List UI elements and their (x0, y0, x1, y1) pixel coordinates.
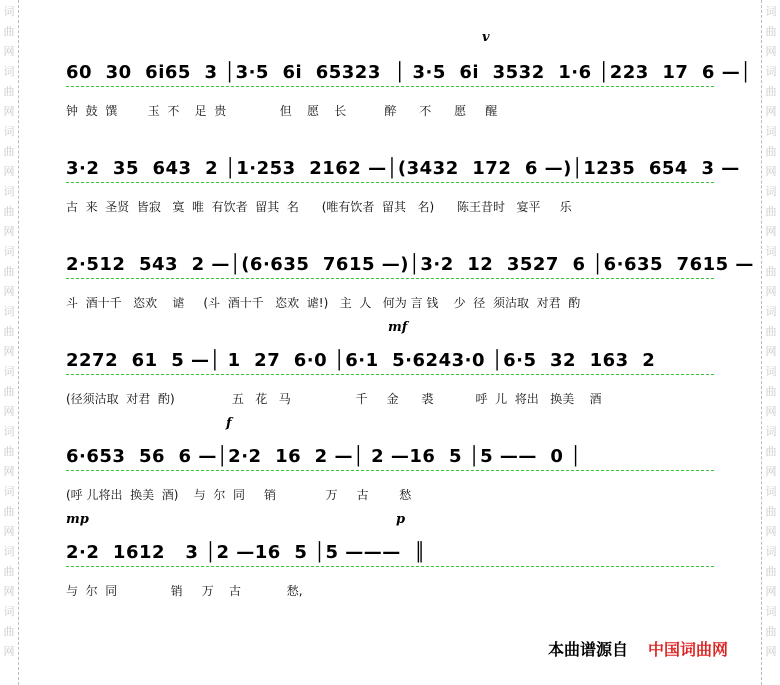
watermark-char: 曲 (3, 265, 15, 278)
watermark-char: 词 (3, 305, 15, 318)
watermark-char: 词 (3, 365, 15, 378)
watermark-char: 词 (3, 5, 15, 18)
watermark-char: 网 (765, 645, 777, 658)
watermark-char: 网 (765, 405, 777, 418)
watermark-char: 网 (765, 45, 777, 58)
lyrics-line: (径须沽取 对君 酌) 五 花 马 千 金 裘 呼 儿 将出 换美 酒 (66, 392, 602, 406)
notation-line: 2272 61 5 —│ 1 27 6·0 │6·1 5·6243·0 │6·5 32 163 2 (66, 350, 656, 371)
lyrics-line: 钟 鼓 馔 玉 不 足 贵 但 愿 长 醉 不 愿 醒 (66, 104, 498, 118)
watermark-char: 曲 (3, 385, 15, 398)
watermark-char: 曲 (765, 25, 777, 38)
watermark-char: 网 (765, 585, 777, 598)
watermark-char: 曲 (765, 205, 777, 218)
watermark-char: 曲 (3, 625, 15, 638)
watermark-char: 词 (3, 545, 15, 558)
watermark-char: 词 (3, 485, 15, 498)
dynamic-mark: p (396, 512, 406, 527)
watermark-char: 曲 (765, 625, 777, 638)
watermark-char: 网 (765, 105, 777, 118)
watermark-char: 词 (765, 5, 777, 18)
watermark-char: 网 (765, 345, 777, 358)
lyrics-line: 与 尔 同 销 万 古 愁, (66, 584, 303, 598)
dynamic-mark: f (226, 416, 232, 431)
watermark-char: 词 (3, 185, 15, 198)
right-watermark-strip (761, 0, 780, 685)
watermark-char: 曲 (765, 145, 777, 158)
watermark-char: 词 (765, 365, 777, 378)
watermark-char: 曲 (765, 325, 777, 338)
watermark-char: 词 (3, 605, 15, 618)
watermark-char: 曲 (3, 565, 15, 578)
watermark-char: 曲 (3, 145, 15, 158)
watermark-char: 词 (3, 65, 15, 78)
watermark-char: 曲 (3, 505, 15, 518)
watermark-char: 词 (765, 485, 777, 498)
watermark-char: 词 (3, 425, 15, 438)
watermark-char: 网 (765, 525, 777, 538)
watermark-char: 网 (3, 405, 15, 418)
dynamic-mark: v (482, 30, 490, 45)
watermark-char: 网 (3, 525, 15, 538)
notation-line: 6·653 56 6 —│2·2 16 2 —│ 2 —16 5 │5 —— 0 │ (66, 446, 582, 467)
watermark-char: 曲 (765, 505, 777, 518)
watermark-char: 曲 (765, 85, 777, 98)
watermark-char: 网 (765, 225, 777, 238)
dynamic-mark: mp (66, 512, 89, 527)
notation-line: 2·2 1612 3 │2 —16 5 │5 ——— ║ (66, 542, 426, 563)
footer-label: 本曲谱源自 (548, 640, 629, 659)
watermark-char: 网 (765, 465, 777, 478)
watermark-char: 词 (765, 305, 777, 318)
watermark-char: 网 (3, 225, 15, 238)
left-watermark-strip (0, 0, 19, 685)
watermark-char: 曲 (765, 265, 777, 278)
watermark-char: 词 (3, 245, 15, 258)
watermark-char: 网 (3, 585, 15, 598)
watermark-char: 词 (765, 545, 777, 558)
watermark-char: 词 (3, 125, 15, 138)
watermark-char: 网 (765, 165, 777, 178)
lyrics-line: 古 来 圣贤 皆寂 寞 唯 有饮者 留其 名 (唯有饮者 留其 名) 陈王昔时 宴平 乐 (66, 200, 572, 214)
watermark-char: 曲 (3, 325, 15, 338)
watermark-char: 曲 (3, 85, 15, 98)
watermark-char: 词 (765, 125, 777, 138)
watermark-char: 网 (3, 45, 15, 58)
watermark-char: 网 (765, 285, 777, 298)
watermark-char: 网 (3, 285, 15, 298)
watermark-char: 网 (3, 465, 15, 478)
watermark-char: 曲 (3, 25, 15, 38)
watermark-char: 网 (3, 345, 15, 358)
dynamic-mark: mf (388, 320, 408, 335)
watermark-char: 曲 (765, 445, 777, 458)
watermark-char: 网 (3, 165, 15, 178)
watermark-char: 词 (765, 605, 777, 618)
notation-line: 60 30 6i65 3 │3·5 6i 65323 │ 3·5 6i 3532 1·6 │223 17 6 —│ (66, 62, 752, 83)
notation-line: 2·512 543 2 —│(6·635 7615 —)│3·2 12 3527 6 │6·635 7615 — (66, 254, 754, 275)
watermark-char: 曲 (3, 205, 15, 218)
lyrics-line: 斗 酒十千 恣欢 谑 (斗 酒十千 恣欢 谑!) 主 人 何为 言 钱 少 径 须沽取 对君 酌 (66, 296, 581, 310)
watermark-char: 网 (3, 105, 15, 118)
watermark-char: 网 (3, 645, 15, 658)
watermark-char: 词 (765, 65, 777, 78)
lyrics-line: (呼 儿将出 换美 酒) 与 尔 同 销 万 古 愁 (66, 488, 412, 502)
notation-line: 3·2 35 643 2 │1·253 2162 —│(3432 172 6 —)│1235 654 3 — (66, 158, 740, 179)
watermark-char: 曲 (765, 385, 777, 398)
watermark-char: 词 (765, 185, 777, 198)
watermark-char: 词 (765, 245, 777, 258)
watermark-char: 曲 (3, 445, 15, 458)
footer-site-link[interactable]: 中国词曲网 (648, 640, 729, 659)
footer (548, 637, 728, 660)
watermark-char: 词 (765, 425, 777, 438)
watermark-char: 曲 (765, 565, 777, 578)
